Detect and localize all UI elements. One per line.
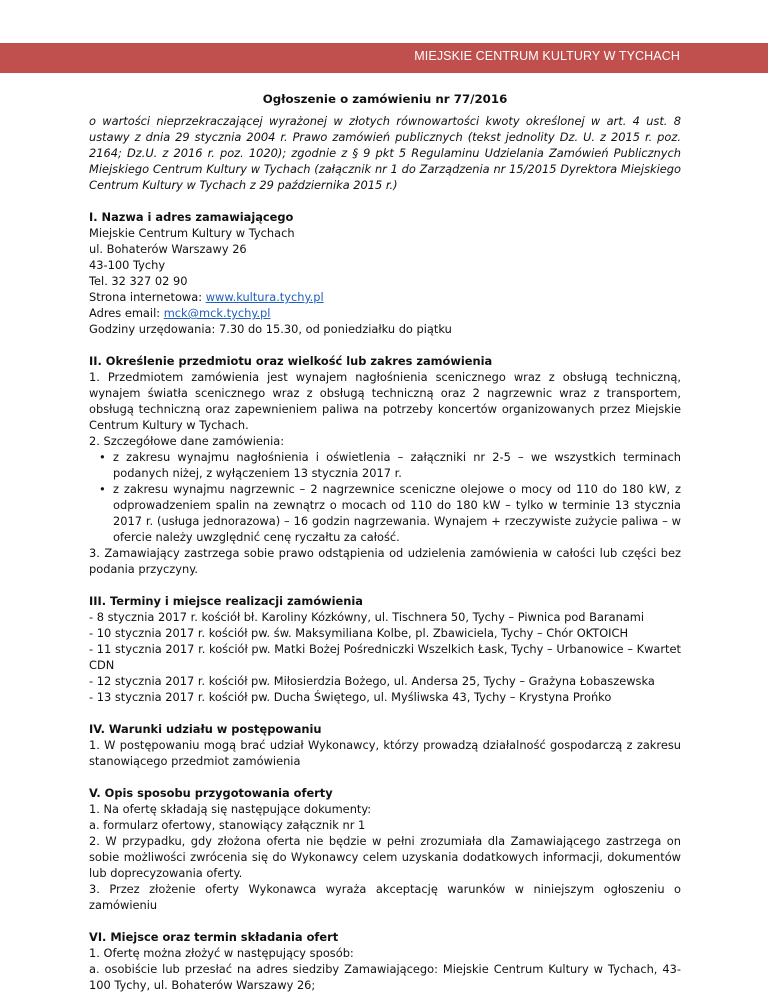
details-list <box>89 449 681 545</box>
section-5-p1: 1. Na ofertę składają się następujące dokumenty: <box>89 802 372 816</box>
section-5-p4: 3. Przez złożenie oferty Wykonawca wyraża akceptację warunków w niniejszym ogłoszeniu o zamówieniu <box>89 882 681 912</box>
section-5-p2: a. formularz ofertowy, stanowiący załącznik nr 1 <box>89 818 366 832</box>
section-5 <box>89 785 681 913</box>
web-label: Strona internetowa: <box>89 290 206 304</box>
schedule-item: - 10 stycznia 2017 r. kościół pw. św. Maksymiliana Kolbe, pl. Zbawiciela, Tychy – Chór OKTOICH <box>89 626 629 640</box>
section-4-p1: 1. W postępowaniu mogą brać udział Wykonawcy, którzy prowadzą działalność gospodarczą z zakresu stanowiącego przedmiot zamówienia <box>89 738 681 768</box>
section-2-p1: 1. Przedmiotem zamówienia jest wynajem nagłośnienia scenicznego wraz z obsługą techniczną, wynajem światła scenicznego wraz z obsługą techniczną oraz 2 nagrzewnic wraz z transportem, obsługą techniczną oraz zapewnieniem paliwa na potrzeby koncertów organizowanych przez Miejskie Centrum Kultury w Tychach. <box>89 370 681 432</box>
office-hours: Godziny urzędowania: 7.30 do 15.30, od poniedziałku do piątku <box>89 322 452 336</box>
section-2 <box>89 353 681 577</box>
website-link[interactable]: www.kultura.tychy.pl <box>205 290 324 304</box>
list-item: • z zakresu wynajmu nagłośnienia i oświetlenia – załączniki nr 2-5 – we wszystkich terminach podanych niżej, z wyłączeniem 13 stycznia 2017 r. <box>99 450 681 480</box>
section-4-heading: IV. Warunki udziału w postępowaniu <box>89 722 322 736</box>
org-street: ul. Bohaterów Warszawy 26 <box>89 242 247 256</box>
document-body <box>89 80 681 993</box>
section-2-heading: II. Określenie przedmiotu oraz wielkość lub zakres zamówienia <box>89 354 493 368</box>
org-web <box>89 289 681 305</box>
section-1 <box>89 209 681 337</box>
schedule-item: - 13 stycznia 2017 r. kościół pw. Ducha Świętego, ul. Myśliwska 43, Tychy – Krystyna Prońko <box>89 690 612 704</box>
section-3-heading: III. Terminy i miejsce realizacji zamówienia <box>89 594 363 608</box>
schedule-item: - 12 stycznia 2017 r. kościół pw. Miłosierdzia Bożego, ul. Andersa 25, Tychy – Grażyna Łobaszewska <box>89 674 655 688</box>
section-6-p1: 1. Ofertę można złożyć w następujący sposób: <box>89 946 354 960</box>
section-1-heading: I. Nazwa i adres zamawiającego <box>89 210 294 224</box>
org-city: 43-100 Tychy <box>89 258 166 272</box>
bullet-icon: • <box>99 482 106 496</box>
schedule-item: - 8 stycznia 2017 r. kościół bł. Karoliny Kózkówny, ul. Tischnera 50, Tychy – Piwnica pod Baranami <box>89 610 645 624</box>
bullet-icon: • <box>99 450 106 464</box>
section-6-heading: VI. Miejsce oraz termin składania ofert <box>89 930 339 944</box>
section-2-p3: 3. Zamawiający zastrzega sobie prawo odstąpienia od udzielenia zamówienia w całości lub części bez podania przyczyny. <box>89 546 681 576</box>
header-org-name: MIEJSKIE CENTRUM KULTURY W TYCHACH <box>414 49 680 63</box>
header-bar <box>0 43 768 73</box>
schedule-item: - 11 stycznia 2017 r. kościół pw. Matki Bożej Pośredniczki Wszelkich Łask, Tychy – Urbanowice – Kwartet CDN <box>89 642 681 672</box>
org-name: Miejskie Centrum Kultury w Tychach <box>89 226 295 240</box>
section-5-p3: 2. W przypadku, gdy złożona oferta nie będzie w pełni zrozumiała dla Zamawiającego zastrzega on sobie możliwości zwrócenia się do Wykonawcy celem uzyskania dodatkowych informacji, dokumentów lub doprecyzowania oferty. <box>89 834 681 880</box>
section-2-p2: 2. Szczegółowe dane zamówienia: <box>89 434 285 448</box>
document-title: Ogłoszenie o zamówieniu nr 77/2016 <box>262 92 508 106</box>
section-3 <box>89 593 681 705</box>
email-link[interactable]: mck@mck.tychy.pl <box>163 306 271 320</box>
email-label: Adres email: <box>89 306 164 320</box>
section-6 <box>89 929 681 993</box>
org-email <box>89 305 681 321</box>
org-phone: Tel. 32 327 02 90 <box>89 274 188 288</box>
section-6-p2: a. osobiście lub przesłać na adres siedziby Zamawiającego: Miejskie Centrum Kultury w Tychach, 43-100 Tychy, ul. Bohaterów Warszawy 26; <box>89 962 681 992</box>
section-4 <box>89 721 681 769</box>
section-5-heading: V. Opis sposobu przygotowania oferty <box>89 786 333 800</box>
list-item: • z zakresu wynajmu nagrzewnic – 2 nagrzewnice sceniczne olejowe o mocy od 110 do 180 kW, z odprowadzeniem spalin na zewnątrz o mocach od 110 do 180 kW – tylko w terminie 13 stycznia 2017 r. (usługa jednorazowa) – 16 godzin nagrzewania. Wynajem + rzeczywiste zużycie paliwa – w ofercie należy uwzględnić cenę ryczałtu za całość. <box>99 482 681 544</box>
intro-paragraph: o wartości nieprzekraczającej wyrażonej w złotych równowartości kwoty określonej w art. 4 ust. 8 ustawy z dnia 29 stycznia 2004 r. Prawo zamówień publicznych (tekst jednolity Dz. U. z 2015 r. poz. 2164; Dz.U. z 2016 r. poz. 1020); zgodnie z § 9 pkt 5 Regulaminu Udzielania Zamówień Publicznych Miejskiego Centrum Kultury w Tychach (załącznik nr 1 do Zarządzenia nr 15/2015 Dyrektora Miejskiego Centrum Kultury w Tychach z 29 października 2015 r.) <box>89 114 681 192</box>
